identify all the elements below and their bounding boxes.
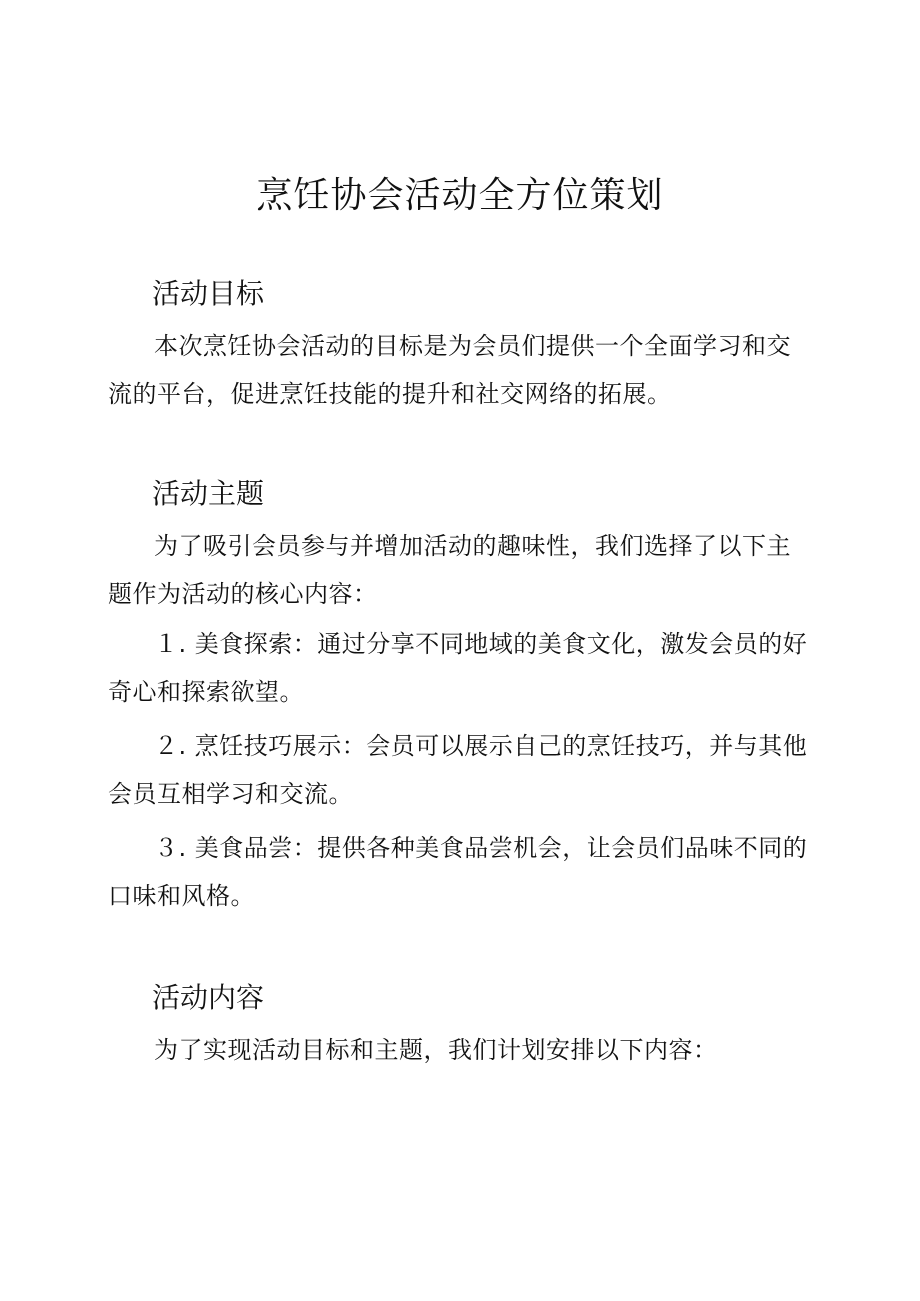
section-paragraph-content: 为了实现活动目标和主题，我们计划安排以下内容： bbox=[154, 1036, 718, 1064]
theme-item-2: ２. 烹饪技巧展示：会员可以展示自己的烹饪技巧，并与其他会员互相学习和交流。 bbox=[108, 732, 808, 808]
section-heading-theme: 活动主题 bbox=[152, 477, 265, 510]
document-title: 烹饪协会活动全方位策划 bbox=[256, 175, 664, 216]
section-paragraph-theme-intro: 为了吸引会员参与并增加活动的趣味性，我们选择了以下主题作为活动的核心内容： bbox=[108, 532, 791, 608]
theme-item-3: ３. 美食品尝：提供各种美食品尝机会，让会员们品味不同的口味和风格。 bbox=[108, 834, 808, 910]
section-heading-content: 活动内容 bbox=[152, 981, 265, 1014]
theme-item-1: １. 美食探索：通过分享不同地域的美食文化，激发会员的好奇心和探索欲望。 bbox=[108, 630, 808, 706]
section-heading-goals: 活动目标 bbox=[152, 277, 265, 310]
section-paragraph-goals: 本次烹饪协会活动的目标是为会员们提供一个全面学习和交流的平台，促进烹饪技能的提升和社交网络的拓展。 bbox=[108, 332, 791, 408]
